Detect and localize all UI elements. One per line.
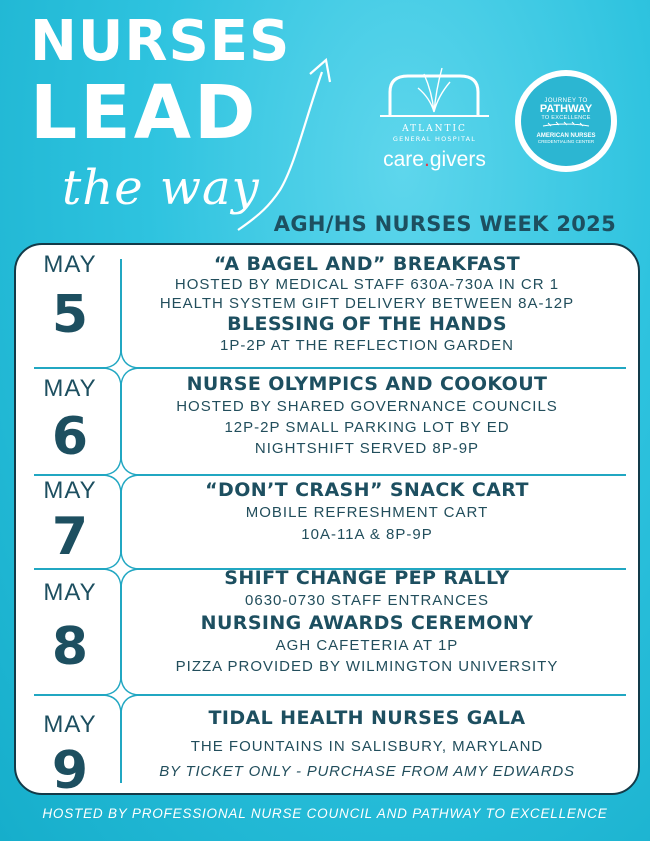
seal-pathway-text: PATHWAY [539,103,593,115]
hero-line-the-way: the way [62,160,260,216]
event-heading: BLESSING OF THE HANDS [227,313,507,335]
date-month: MAY [43,711,97,738]
care-givers-wordmark [372,148,497,172]
date-may-8 [16,579,124,677]
event-detail: 0630-0730 STAFF ENTRANCES [245,592,489,609]
hero-title [30,9,291,216]
event-heading: “A BAGEL AND” BREAKFAST [213,253,521,275]
event-detail: AGH CAFETERIA AT 1P [275,637,459,654]
date-day: 8 [51,617,89,677]
events-may-5 [128,253,606,354]
hero-line-lead: LEAD [30,70,259,156]
event-detail: 10A-11A & 8P-9P [301,526,433,543]
laurel-icon [541,121,591,131]
event-detail: THE FOUNTAINS IN SALISBURY, MARYLAND [190,738,544,755]
seal-center-text: CREDENTIALING CENTER [537,139,595,144]
agh-name: ATLANTIC [402,124,467,134]
date-day: 9 [51,741,89,801]
date-day: 7 [51,507,89,567]
event-detail: 1P-2P AT THE REFLECTION GARDEN [220,337,514,354]
date-month: MAY [43,477,97,504]
events-may-6 [128,373,606,457]
events-may-8 [128,567,606,675]
event-detail: NIGHTSHIFT SERVED 8P-9P [254,440,480,457]
seal-journey-text: JOURNEY TO [544,98,588,104]
pathway-to-excellence-seal [515,70,617,172]
care-text: care [383,148,424,171]
event-detail: HOSTED BY SHARED GOVERNANCE COUNCILS [176,398,558,415]
arch-grass-icon [372,62,497,120]
date-month: MAY [43,251,97,278]
event-heading: “DON’T CRASH” SNACK CART [205,479,529,501]
event-detail: PIZZA PROVIDED BY WILMINGTON UNIVERSITY [175,658,559,675]
seal-inner [521,76,611,166]
date-month: MAY [43,579,97,606]
agh-sub: GENERAL HOSPITAL [392,135,477,143]
events-may-9 [128,707,606,780]
date-may-6 [16,375,124,467]
event-detail: HOSTED BY MEDICAL STAFF 630A-730A IN CR 1 [174,276,560,293]
date-day: 6 [51,407,89,467]
hero-line-nurses: NURSES [30,9,291,74]
date-day: 5 [51,285,89,345]
event-title: AGH/HS NURSES WEEK 2025 [273,212,616,236]
date-may-9 [16,711,124,801]
event-detail-ticket: BY TICKET ONLY - PURCHASE FROM AMY EDWARDS [159,763,575,780]
seal-ana-text: AMERICAN NURSES [536,133,596,139]
atlantic-general-logo [372,62,497,182]
event-heading: NURSING AWARDS CEREMONY [200,612,534,634]
events-may-7 [128,479,606,543]
red-dot: . [423,148,430,171]
seal-excellence-text: TO EXCELLENCE [541,115,591,121]
date-may-7 [16,477,124,567]
date-may-5 [16,251,124,345]
event-heading: SHIFT CHANGE PEP RALLY [224,567,510,589]
event-detail: HEALTH SYSTEM GIFT DELIVERY BETWEEN 8A-12P [159,295,575,312]
event-detail: MOBILE REFRESHMENT CART [245,504,489,521]
event-detail: 12P-2P SMALL PARKING LOT BY ED [224,419,510,436]
schedule-card [14,243,640,801]
footer-note: HOSTED BY PROFESSIONAL NURSE COUNCIL AND PATHWAY TO EXCELLENCE [42,806,608,821]
givers-text: givers [429,148,486,171]
event-heading: NURSE OLYMPICS AND COOKOUT [186,373,548,395]
event-heading: TIDAL HEALTH NURSES GALA [208,707,526,729]
date-month: MAY [43,375,97,402]
